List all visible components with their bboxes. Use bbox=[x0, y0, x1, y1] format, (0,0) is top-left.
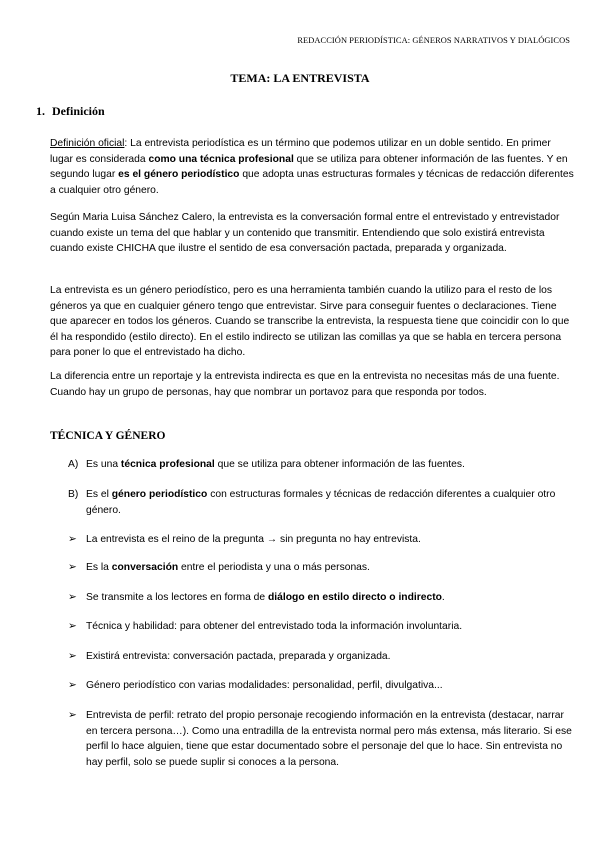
section-label: Definición bbox=[52, 104, 105, 118]
item-text: con estructuras formales y técnicas de redacción diferentes a cualquier otro género. bbox=[86, 489, 556, 516]
list-marker: B) bbox=[68, 489, 79, 500]
list-item bbox=[68, 678, 574, 694]
paragraph-text: Según Maria Luisa Sánchez Calero, la entrevista es la conversación formal entre el entrevistado y entrevistador cuando existe un tema del que hablar y un contenido que transmitir. Entendiendo que solo existirá entrevista cuando existe CHICHA que ilustre el sentido de esa conversación pactada, preparada y organizada. bbox=[50, 212, 560, 254]
running-header: REDACCIÓN PERIODÍSTICA: GÉNEROS NARRATIVOS Y DIALÓGICOS bbox=[297, 36, 570, 45]
item-text: Es el bbox=[86, 489, 112, 500]
item-text: entre el periodista y una o más personas. bbox=[178, 562, 370, 573]
item-text: Es la bbox=[86, 562, 112, 573]
text-segment: : La entrevista periodística es un término que podemos utilizar en un doble sentido. En primer lugar es considerada bbox=[50, 138, 551, 165]
arrow-bullet-icon: ➢ bbox=[68, 534, 77, 545]
list-item bbox=[68, 619, 574, 635]
arrow-bullet-icon: ➢ bbox=[68, 621, 77, 632]
item-text: La entrevista es el reino de la pregunta → sin pregunta no hay entrevista. bbox=[86, 534, 421, 545]
text-segment: que se utiliza para obtener información de las fuentes. Y en segundo lugar bbox=[50, 153, 568, 180]
list-item bbox=[68, 590, 574, 606]
paragraph-definicion-oficial bbox=[50, 136, 576, 198]
page-title: TEMA: LA ENTREVISTA bbox=[230, 71, 370, 85]
definition-label: Definición oficial bbox=[50, 138, 125, 149]
text-segment: que adopta unas estructuras formales y técnicas de redacción diferentes a cualquier otro género. bbox=[50, 169, 574, 196]
list-item bbox=[68, 532, 574, 548]
item-bold: técnica profesional bbox=[120, 459, 215, 470]
arrow-bullet-icon: ➢ bbox=[68, 592, 77, 603]
section-number: 1. bbox=[36, 104, 45, 118]
paragraph-text: La diferencia entre un reportaje y la entrevista indirecta es que en la entrevista no necesitas más de una fuente. Cuando hay un grupo de personas, hay que nombrar un portavoz para que responda por todos. bbox=[50, 371, 560, 398]
paragraph-herramienta bbox=[50, 283, 576, 361]
item-text: Técnica y habilidad: para obtener del entrevistado toda la información involuntaria. bbox=[86, 621, 463, 632]
arrow-bullet-icon: ➢ bbox=[68, 562, 77, 573]
item-text: Entrevista de perfil: retrato del propio personaje recogiendo información en la entrevista (destacar, narrar en tercera persona…). Como una entradilla de la entrevista normal pero más extensa, más literario. Si ese perfil lo hace alguien, tiene que estar documentado sobre el personaje del que lo hace. Sin entrevista no hay perfil, solo se puede suplir si conoces a la persona. bbox=[86, 710, 572, 768]
list-item bbox=[68, 708, 574, 770]
item-bold: diálogo en estilo directo o indirecto bbox=[268, 592, 442, 603]
list-item bbox=[68, 649, 574, 665]
subheading-tecnica-genero: TÉCNICA Y GÉNERO bbox=[50, 430, 166, 442]
list-item bbox=[68, 560, 574, 576]
item-bold: conversación bbox=[111, 562, 179, 573]
bold-phrase: como una técnica profesional bbox=[148, 153, 294, 165]
list-item bbox=[68, 487, 574, 518]
paragraph-sanchez-calero bbox=[50, 210, 576, 257]
arrow-bullet-icon: ➢ bbox=[68, 680, 77, 691]
list-marker: A) bbox=[68, 459, 79, 470]
item-text: Existirá entrevista: conversación pactada, preparada y organizada. bbox=[86, 651, 391, 662]
list-item bbox=[68, 457, 574, 473]
arrow-bullet-icon: ➢ bbox=[68, 710, 77, 721]
item-text: Es una bbox=[86, 459, 121, 470]
paragraph-diferencia bbox=[50, 369, 576, 400]
paragraph-text: La entrevista es un género periodístico, pero es una herramienta también cuando la utilizo para el resto de los géneros ya que en cualquier género tengo que entrevistar. Sirve para conseguir fuentes o declaraciones. Tiene que aparecer en todos los géneros. Cuando se transcribe la entrevista, la respuesta tiene que coincidir con lo que él ha respondido (estilo directo). En el estilo indirecto se utilizan las comillas ya que se habla en tercera persona para poner lo que el entrevistado ha dicho. bbox=[50, 285, 570, 358]
item-text: Género periodístico con varias modalidades: personalidad, perfil, divulgativa... bbox=[86, 680, 443, 691]
arrow-bullet-icon: ➢ bbox=[68, 651, 77, 662]
item-text: . bbox=[441, 592, 445, 603]
item-text: que se utiliza para obtener información de las fuentes. bbox=[214, 459, 465, 470]
bold-phrase: es el género periodístico bbox=[118, 169, 240, 180]
section-heading-definicion bbox=[36, 104, 105, 119]
item-bold: género periodístico bbox=[111, 489, 208, 500]
item-text: Se transmite a los lectores en forma de bbox=[86, 592, 268, 603]
